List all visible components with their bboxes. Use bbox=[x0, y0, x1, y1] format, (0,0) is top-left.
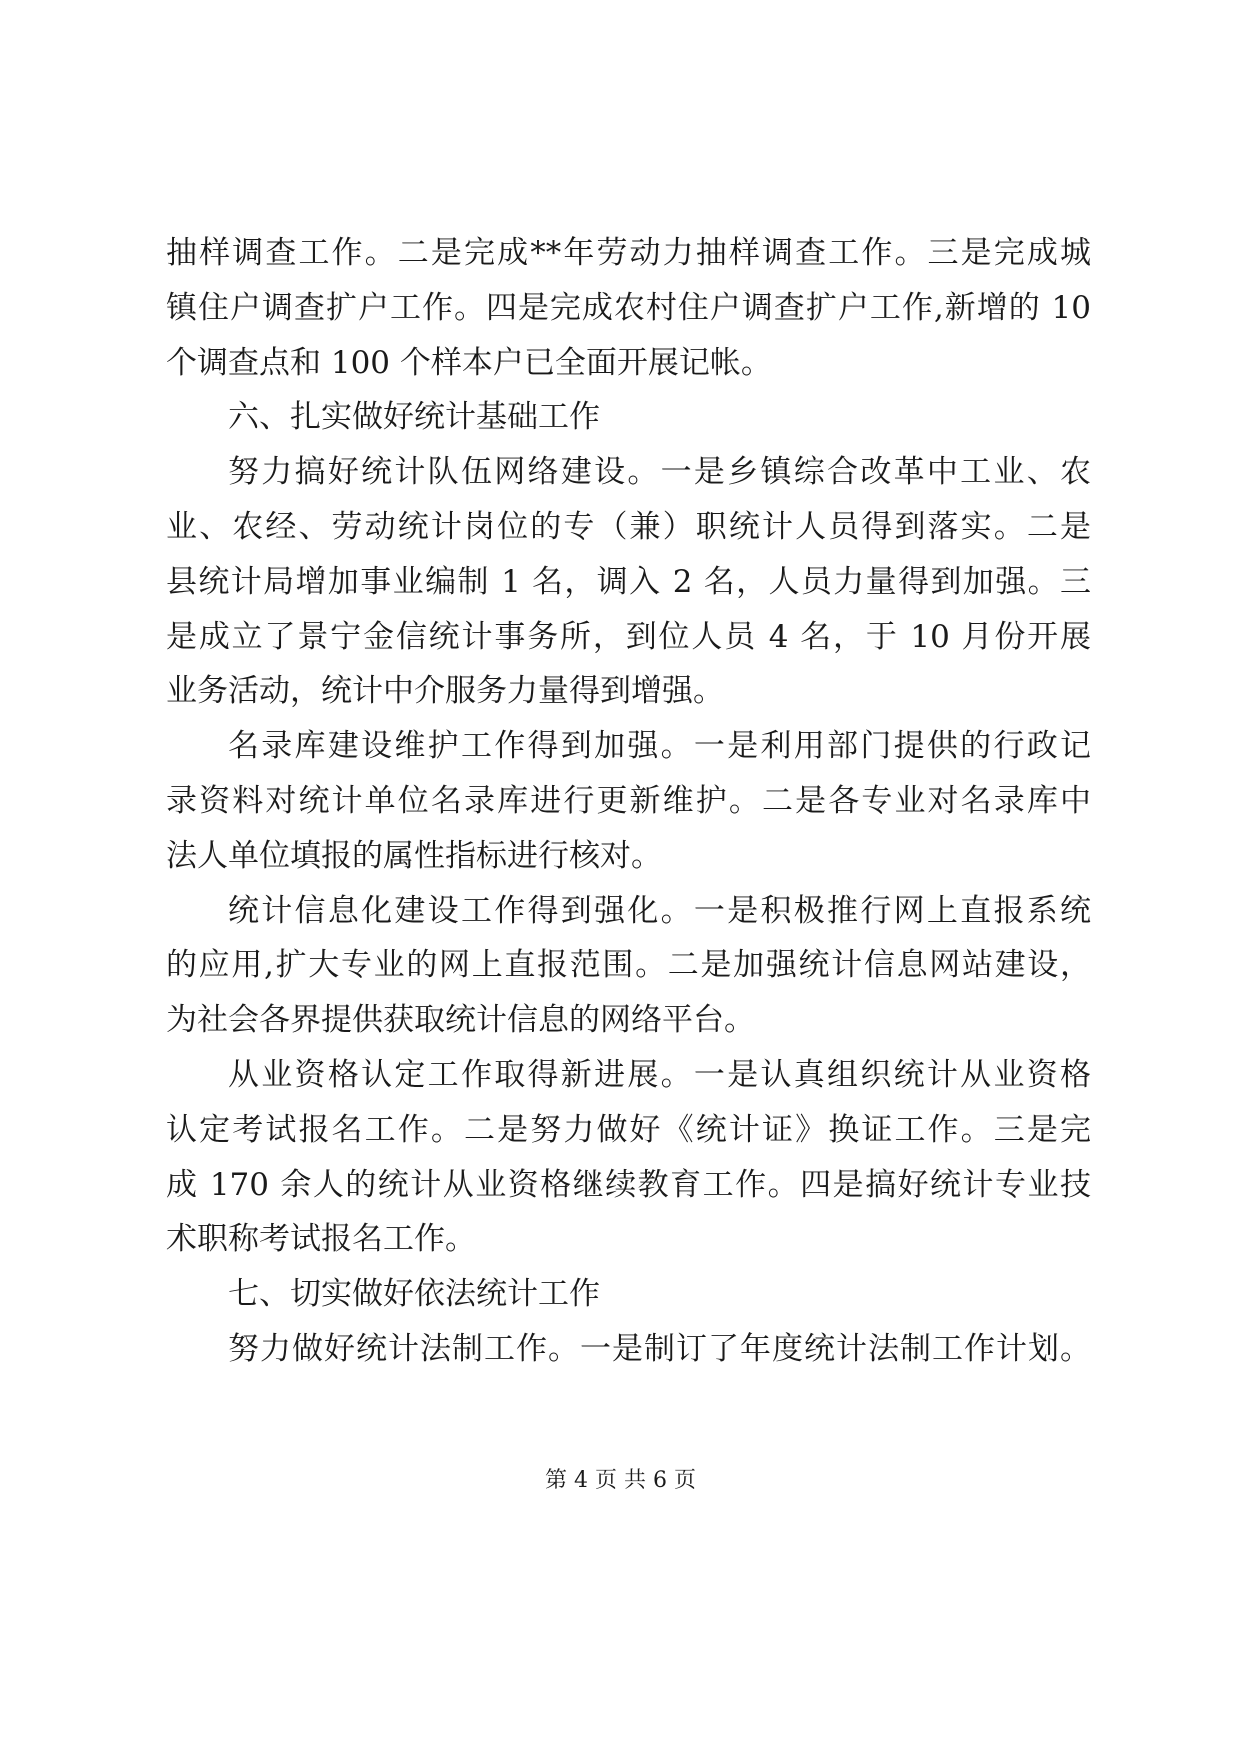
text-line: 业、农经、劳动统计岗位的专（兼）职统计人员得到落实。二是 bbox=[166, 508, 1091, 545]
text-line: 镇住户调查扩户工作。四是完成农村住户调查扩户工作,新增的 10 bbox=[166, 289, 1091, 326]
text-line: 业务活动，统计中介服务力量得到增强。 bbox=[166, 673, 724, 710]
text-line: 法人单位填报的属性指标进行核对。 bbox=[166, 837, 662, 874]
text-line: 为社会各界提供获取统计信息的网络平台。 bbox=[166, 1002, 755, 1039]
text-line: 是成立了景宁金信统计事务所，到位人员 4 名，于 10 月份开展 bbox=[166, 618, 1091, 655]
text-line: 的应用,扩大专业的网上直报范围。二是加强统计信息网站建设， bbox=[166, 947, 1091, 984]
text-line: 术职称考试报名工作。 bbox=[166, 1221, 476, 1258]
section-heading: 六、扎实做好统计基础工作 bbox=[228, 399, 600, 436]
text-line: 录资料对统计单位名录库进行更新维护。二是各专业对名录库中 bbox=[166, 782, 1091, 819]
text-line: 县统计局增加事业编制 1 名，调入 2 名，人员力量得到加强。三 bbox=[166, 563, 1091, 600]
text-line: 努力做好统计法制工作。一是制订了年度统计法制工作计划。 bbox=[228, 1330, 1091, 1367]
text-line: 从业资格认定工作取得新进展。一是认真组织统计从业资格 bbox=[228, 1056, 1091, 1093]
text-line: 个调查点和 100 个样本户已全面开展记帐。 bbox=[166, 344, 772, 381]
page-number-footer: 第 4 页 共 6 页 bbox=[545, 1468, 696, 1493]
body-text bbox=[166, 226, 1091, 1377]
text-line: 努力搞好统计队伍网络建设。一是乡镇综合改革中工业、农 bbox=[228, 454, 1091, 491]
text-line: 抽样调查工作。二是完成**年劳动力抽样调查工作。三是完成城 bbox=[166, 235, 1091, 271]
text-line: 名录库建设维护工作得到加强。一是利用部门提供的行政记 bbox=[228, 728, 1091, 765]
text-line: 成 170 余人的统计从业资格继续教育工作。四是搞好统计专业技 bbox=[166, 1166, 1091, 1203]
section-heading: 七、切实做好依法统计工作 bbox=[228, 1276, 600, 1313]
text-line: 统计信息化建设工作得到强化。一是积极推行网上直报系统 bbox=[228, 892, 1091, 929]
text-line: 认定考试报名工作。二是努力做好《统计证》换证工作。三是完 bbox=[166, 1111, 1091, 1148]
